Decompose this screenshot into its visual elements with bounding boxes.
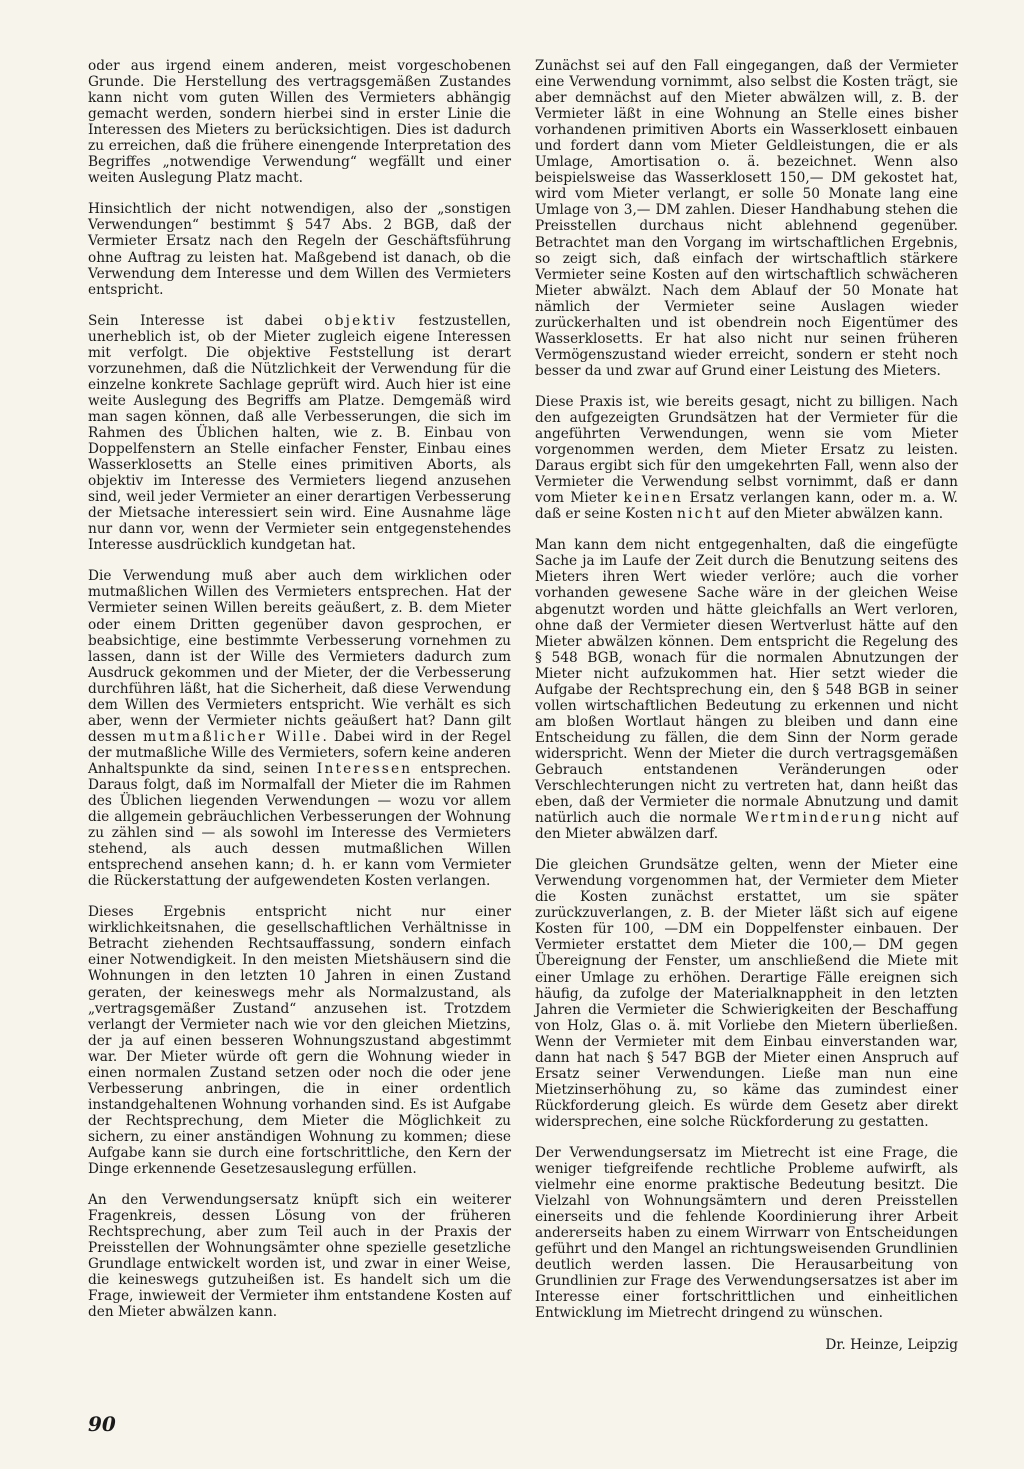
page-number: 90 [88, 1412, 116, 1436]
text-segment: Sein Interesse ist dabei [88, 312, 325, 329]
paragraph [88, 904, 511, 1177]
text-segment: Diese Praxis ist, wie bereits gesagt, nicht zu billigen. Nach den aufgezeigten Grundsätzen hat der Vermieter für die angeführten Verwendungen, wenn sie vom Mieter vorgenommen werden, dem Mieter Ersatz zu leisten. Daraus ergibt sich für den umgekehrten Fall, wenn also der Vermieter die Verwendung selbst vornimmt, daß er dann vom Mieter [535, 393, 958, 507]
text-segment: auf den Mieter abwälzen kann. [723, 506, 944, 523]
emphasized-text: nicht [677, 506, 724, 523]
emphasized-text: mutmaßlicher Wille [143, 728, 323, 745]
emphasized-text: Interessen [316, 760, 413, 777]
text-segment: entsprechen. Daraus folgt, daß im Normalfall der Mieter die im Rahmen des Üblichen liegenden Verwendungen — wozu vor allem die allgemein gebräuchlichen Verbesserungen der Wohnung zu zählen sind — als sowohl im Interesse des Vermieters stehend, als auch dessen mutmaßlichen Willen entsprechend ansehen kann; d. h. er kann vom Vermieter die Rückerstattung der aufgewendeten Kosten verlangen. [88, 760, 511, 890]
paragraph [535, 857, 958, 1130]
text-segment: An den Verwendungsersatz knüpft sich ein weiterer Fragenkreis, dessen Lösung von der früheren Rechtsprechung, aber zum Teil auch in der Praxis der Preisstellen der Wohnungsämter ohne spezielle gesetzliche Grundlage entwickelt worden ist, und zwar in einer Weise, die keineswegs gutzuheißen ist. Es handelt sich um die Frage, inwieweit der Vermieter ihm entstandene Kosten auf den Mieter abwälzen kann. [88, 1192, 511, 1321]
text-segment: Der Verwendungsersatz im Mietrecht ist eine Frage, die weniger tiefgreifende rechtliche Probleme aufwirft, als vielmehr eine enorme praktische Bedeutung besitzt. Die Vielzahl von Wohnungsämtern und deren Preisstellen einerseits und die fehlende Koordinierung ihrer Arbeit andererseits haben zu einem Wirrwarr von Entscheidungen geführt und den Mangel an richtungsweisenden Grundlinien deutlich werden lassen. Die Herausarbeitung von Grundlinien zur Frage des Verwendungsersatzes ist aber im Interesse einer fortschrittlichen und einheitlichen Entwicklung im Mietrecht dringend zu wünschen. [535, 1145, 958, 1322]
emphasized-text: Wertminderung [745, 810, 884, 827]
text-segment: Ersatz verlangen kann, oder m. a. W. daß er seine Kosten [535, 490, 958, 523]
text-segment: nicht auf den Mieter abwälzen darf. [535, 810, 959, 843]
text-segment: Hinsichtlich der nicht notwendigen, also der „sonstigen Verwendungen“ bestimmt § 547 Abs. 2 BGB, daß der Vermieter Ersatz nach den Regeln der Geschäftsführung ohne Auftrag zu leisten hat. Maßgebend ist danach, ob die Verwendung dem Interesse und dem Willen des Vermieters entspricht. [88, 201, 511, 298]
paragraph [88, 1192, 511, 1320]
paragraph [535, 1145, 958, 1322]
paragraph [88, 58, 511, 186]
text-segment: Man kann dem nicht entgegenhalten, daß die eingefügte Sache ja im Laufe der Zeit durch die Benutzung seitens des Mieters ihren Wert wieder verlöre; auch die vorher vorhanden gewesene Sache wäre in der gleichen Weise abgenutzt worden und hätte gleichfalls an Wert verloren, ohne daß der Vermieter diesen Wertverlust hätte auf den Mieter abwälzen können. Dem entspricht die Regelung des § 548 BGB, wonach für die normalen Abnutzungen der Mieter nicht aufzukommen hat. Hier setzt wieder die Aufgabe der Rechtsprechung ein, den § 548 BGB in seiner vollen wirtschaftlichen Bedeutung zu erkennen und nicht am bloßen Wortlaut hängen zu bleiben und dann eine Entscheidung zu fällen, die dem Sinn der Norm gerade widerspricht. Wenn der Mieter die durch vertragsgemäßen Gebrauch entstandenen Veränderungen oder Verschlechterungen nicht zu vertreten hat, dann heißt das eben, daß der Vermieter die normale Abnutzung und damit natürlich auch die normale [535, 537, 958, 827]
text-segment: Die Verwendung muß aber auch dem wirklichen oder mutmaßlichen Willen des Vermieters entsprechen. Hat der Vermieter seinen Willen bereits geäußert, z. B. dem Mieter oder einem Dritten gegenüber davon gesprochen, er beabsichtige, eine bestimmte Verbesserung vornehmen zu lassen, dann ist der Wille des Vermieters dadurch zum Ausdruck gekommen und der Mieter, der die Verbesserung durchführen läßt, hat die Sicherheit, daß diese Verwendung dem Willen des Vermieters entspricht. Wie verhält es sich aber, wenn der Vermieter nichts geäußert hat? Dann gilt dessen [88, 568, 511, 745]
paragraph [88, 313, 511, 554]
text-segment: Dieses Ergebnis entspricht nicht nur einer wirklichkeitsnahen, die gesellschaftlichen Verhältnisse in Betracht ziehenden Rechtsauffassung, sondern einfach einer Notwendigkeit. In den meisten Mietshäusern sind die Wohnungen in den letzten 10 Jahren in einen Zustand geraten, der keineswegs mehr als Normalzustand, als „vertragsgemäßer Zustand“ anzusehen ist. Trotzdem verlangt der Vermieter nach wie vor den gleichen Mietzins, der ja auf einen besseren Wohnungszustand abgestimmt war. Der Mieter würde oft gern die Wohnung wieder in einen normalen Zustand setzen oder noch die oder jene Verbesserung anbringen, die in einer ordentlich instandgehaltenen Wohnung vorhanden sind. Es ist Aufgabe der Rechtsprechung, dem Mieter die Möglichkeit zu sichern, zu einer anständigen Wohnung zu kommen; diese Aufgabe kann sie durch eine fortschrittliche, den Kern der Dinge erkennende Gesetzesauslegung erfüllen. [88, 904, 511, 1178]
author-signature: Dr. Heinze, Leipzig [825, 1336, 958, 1353]
paragraph [535, 537, 958, 842]
left-column [88, 58, 511, 1335]
text-segment: festzustellen, unerheblich ist, ob der Mieter zugleich eigene Interessen mit verfolgt. Die objektive Feststellung ist derart vorzunehmen, daß die Nützlichkeit der Verwendung für die einzelne konkrete Sachlage geprüft wird. Auch hier ist eine weite Auslegung des Begriffs am Platze. Demgemäß wird man sagen können, daß alle Verbesserungen, die sich im Rahmen des Üblichen halten, wie z. B. Einbau von Doppelfenstern an Stelle einfacher Fenster, Einbau eines Wasserklosetts an Stelle eines primitiven Aborts, als objektiv im Interesse des Vermieters liegend anzusehen sind, weil jeder Vermieter an einer derartigen Verbesserung der Mietsache interessiert sein wird. Eine Ausnahme läge nur dann vor, wenn der Vermieter sein entgegenstehendes Interesse ausdrücklich kundgetan hat. [88, 312, 511, 554]
text-segment: Zunächst sei auf den Fall eingegangen, daß der Vermieter eine Verwendung vornimmt, also selbst die Kosten trägt, sie aber demnächst auf den Mieter abwälzen will, z. B. der Vermieter läßt in eine Wohnung an Stelle eines bisher vorhandenen primitiven Aborts ein Wasserklosett einbauen und fordert dann vom Mieter Geldleistungen, die er als Umlage, Amortisation o. ä. bezeichnet. Wenn also beispielsweise das Wasserklosett 150,— DM gekostet hat, wird vom Mieter verlangt, er solle 50 Monate lang eine Umlage von 3,— DM zahlen. Dieser Handhabung stehen die Preisstellen durchaus nicht ablehnend gegenüber. Betrachtet man den Vorgang im wirtschaftlichen Ergebnis, so zeigt sich, daß einfach der wirtschaftlich stärkere Vermieter seine Kosten auf den wirtschaftlich schwächeren Mieter abwälzt. Nach dem Ablauf der 50 Monate hat nämlich der Vermieter seine Auslagen wieder zurückerhalten und ist obendrein noch Eigentümer des Wasserklosetts. Er hat also nicht nur seinen früheren Vermögenszustand wieder erreicht, sondern er steht noch besser da und zwar auf Grund einer Leistung des Mieters. [535, 58, 958, 379]
paragraph [535, 58, 958, 379]
paragraph [88, 201, 511, 297]
text-segment: oder aus irgend einem anderen, meist vorgeschobenen Grunde. Die Herstellung des vertragsgemäßen Zustandes kann nicht vom guten Willen des Vermieters abhängig gemacht werden, sondern hierbei sind in erster Linie die Interessen des Mieters zu berücksichtigen. Dies ist dadurch zu erreichen, daß die frühere einengende Interpretation des Begriffes „notwendige Verwendung“ wegfällt und einer weiten Auslegung Platz macht. [88, 58, 511, 187]
emphasized-text: keinen [623, 490, 684, 507]
paragraph [88, 568, 511, 889]
right-column [535, 58, 958, 1368]
emphasized-text: objektiv [324, 312, 398, 329]
text-segment: Die gleichen Grundsätze gelten, wenn der Mieter eine Verwendung vorgenommen hat, der Vermieter dem Mieter die Kosten zunächst erstattet, um sie später zurückzuverlangen, z. B. der Mieter läßt sich auf eigene Kosten für 100, —DM ein Doppelfenster einbauen. Der Vermieter erstattet dem Mieter die 100,— DM gegen Übereignung der Fenster, um anschließend die Miete mit einer Umlage zu erhöhen. Derartige Fälle ereignen sich häufig, da zufolge der Materialknappheit in den letzten Jahren die Vermieter die Schwierigkeiten der Beschaffung von Holz, Glas o. ä. mit Vorliebe den Mietern überließen. Wenn der Vermieter mit dem Einbau einverstanden war, dann hat nach § 547 BGB der Mieter einen Anspruch auf Ersatz seiner Verwendungen. Ließe man nun eine Mietzinserhöhung zu, so käme das zumindest einer Rückforderung gleich. Es würde dem Gesetz aber direkt widersprechen, eine solche Rückforderung zu gestatten. [535, 857, 958, 1130]
text-segment: . Dabei wird in der Regel der mutmaßliche Wille des Vermieters, sofern keine anderen Anhaltspunkte da sind, seinen [88, 728, 512, 777]
paragraph [535, 394, 958, 522]
